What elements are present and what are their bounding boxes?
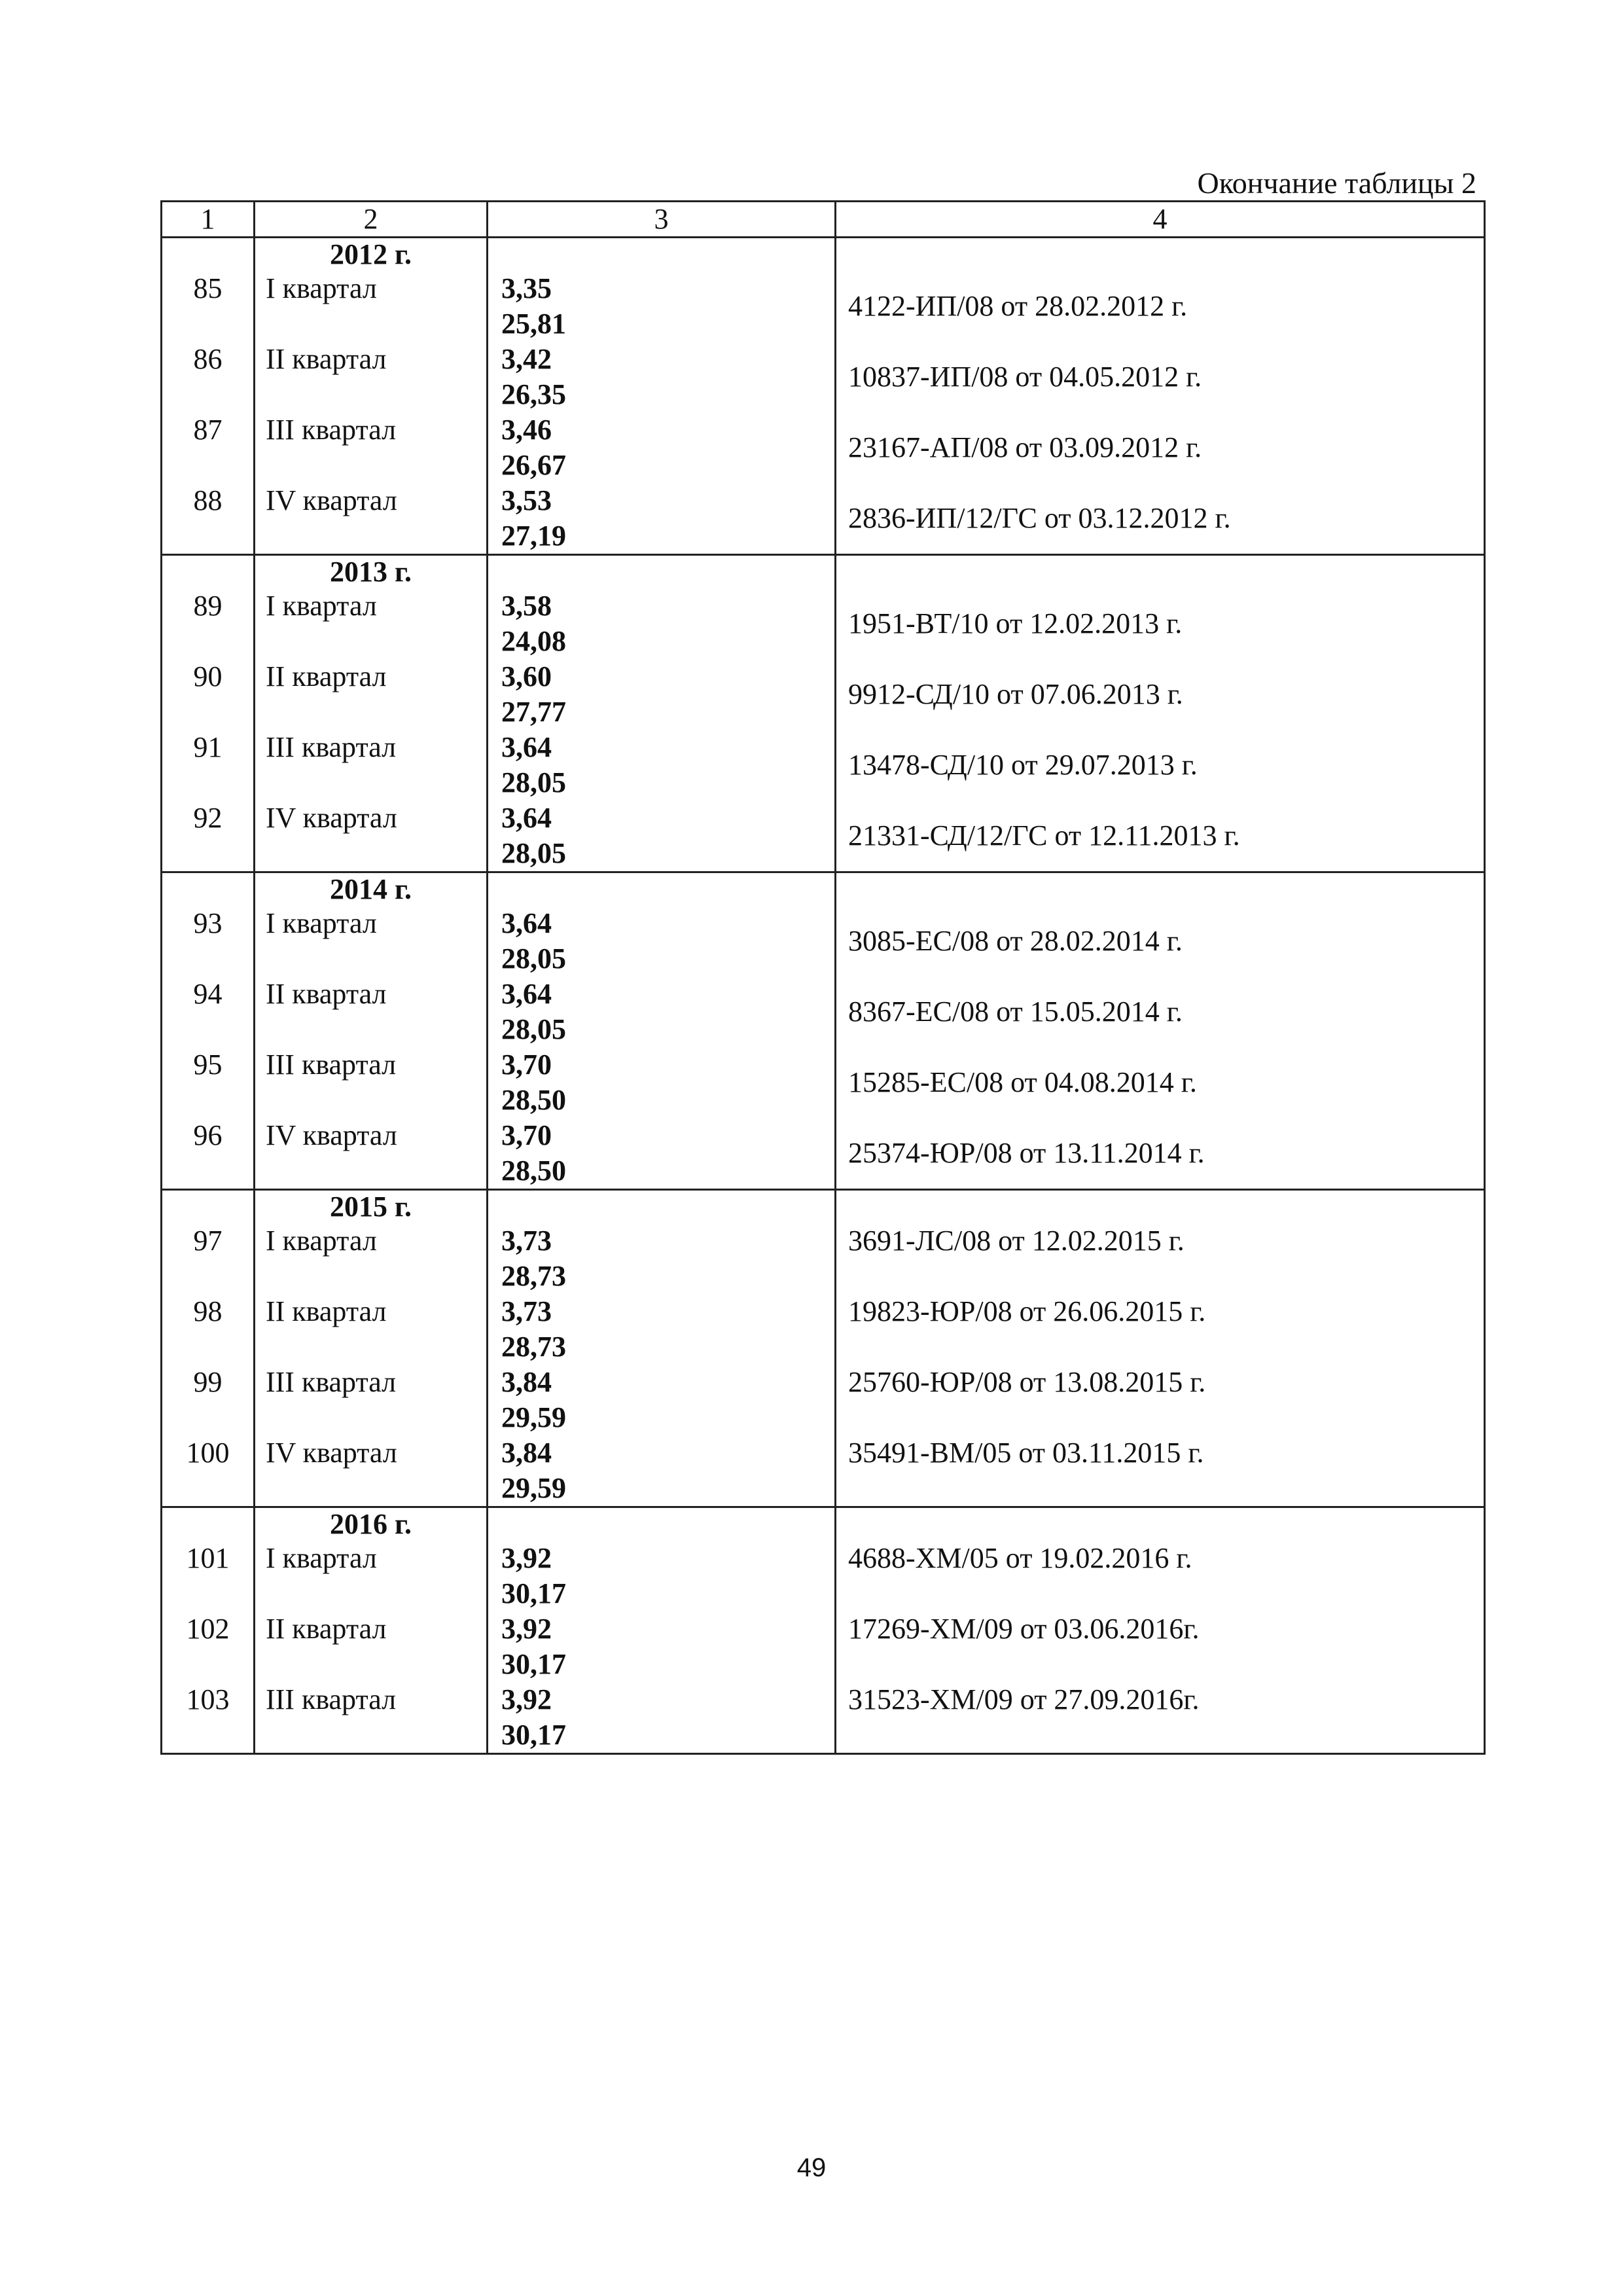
year-group <box>162 872 1485 1190</box>
quarter-label: I квартал <box>255 1223 488 1294</box>
table-row <box>162 1365 1485 1435</box>
row-number: 94 <box>162 977 255 1047</box>
empty-cell <box>488 238 836 272</box>
tariff-values <box>488 1294 836 1365</box>
letter-reference: 23167-АП/08 от 03.09.2012 г. <box>836 412 1485 483</box>
row-number: 92 <box>162 800 255 872</box>
empty-cell <box>162 555 255 589</box>
column-number-4: 4 <box>836 202 1485 238</box>
table-row <box>162 906 1485 977</box>
table-row <box>162 659 1485 730</box>
empty-cell <box>836 238 1485 272</box>
empty-cell <box>836 555 1485 589</box>
table-row <box>162 342 1485 412</box>
tariff-values <box>488 588 836 659</box>
empty-cell <box>488 872 836 906</box>
letter-reference: 1951-ВТ/10 от 12.02.2013 г. <box>836 588 1485 659</box>
tariff-values <box>488 1047 836 1118</box>
quarter-label: II квартал <box>255 1611 488 1682</box>
empty-cell <box>488 555 836 589</box>
tariff-value-2: 28,50 <box>501 1155 566 1187</box>
quarter-label: III квартал <box>255 1047 488 1118</box>
row-number: 86 <box>162 342 255 412</box>
tariff-values <box>488 271 836 342</box>
quarter-label: I квартал <box>255 906 488 977</box>
table-row <box>162 730 1485 800</box>
empty-cell <box>836 872 1485 906</box>
tariff-values <box>488 730 836 800</box>
tariff-value-2: 30,17 <box>501 1719 566 1751</box>
quarter-label: IV квартал <box>255 483 488 555</box>
table-row <box>162 977 1485 1047</box>
row-number: 91 <box>162 730 255 800</box>
column-number-2: 2 <box>255 202 488 238</box>
year-label: 2013 г. <box>255 555 488 589</box>
tariff-value-1: 3,73 <box>501 1225 552 1257</box>
quarter-label: III квартал <box>255 1682 488 1754</box>
tariff-value-2: 28,73 <box>501 1260 566 1292</box>
table-row <box>162 271 1485 342</box>
tariff-value-2: 28,05 <box>501 766 566 798</box>
year-group <box>162 555 1485 872</box>
year-group <box>162 1190 1485 1507</box>
year-row <box>162 1190 1485 1224</box>
table-row <box>162 412 1485 483</box>
letter-reference: 35491-ВМ/05 от 03.11.2015 г. <box>836 1435 1485 1507</box>
table-row <box>162 588 1485 659</box>
table-row <box>162 1047 1485 1118</box>
table-row <box>162 1435 1485 1507</box>
empty-cell <box>488 1190 836 1224</box>
tariff-value-1: 3,53 <box>501 484 552 516</box>
letter-reference: 2836-ИП/12/ГС от 03.12.2012 г. <box>836 483 1485 555</box>
tariff-value-2: 30,17 <box>501 1648 566 1680</box>
tariff-value-2: 27,77 <box>501 696 566 728</box>
page-number: 49 <box>796 2153 827 2182</box>
tariff-value-1: 3,70 <box>501 1119 552 1151</box>
empty-cell <box>488 1507 836 1541</box>
letter-reference: 13478-СД/10 от 29.07.2013 г. <box>836 730 1485 800</box>
tariff-value-2: 24,08 <box>501 625 566 657</box>
year-label: 2015 г. <box>255 1190 488 1224</box>
tariff-values <box>488 1365 836 1435</box>
empty-cell <box>162 872 255 906</box>
quarter-label: I квартал <box>255 271 488 342</box>
tariff-value-1: 3,64 <box>501 731 552 763</box>
tariff-value-1: 3,92 <box>501 1683 552 1715</box>
quarter-label: III квартал <box>255 1365 488 1435</box>
year-group <box>162 1507 1485 1754</box>
quarter-label: IV квартал <box>255 1435 488 1507</box>
letter-reference: 4688-ХМ/05 от 19.02.2016 г. <box>836 1541 1485 1611</box>
letter-reference: 31523-ХМ/09 от 27.09.2016г. <box>836 1682 1485 1754</box>
row-number: 100 <box>162 1435 255 1507</box>
tariff-value-1: 3,64 <box>501 978 552 1010</box>
row-number: 103 <box>162 1682 255 1754</box>
table-row <box>162 1294 1485 1365</box>
letter-reference: 21331-СД/12/ГС от 12.11.2013 г. <box>836 800 1485 872</box>
tariff-value-2: 27,19 <box>501 520 566 552</box>
quarter-label: I квартал <box>255 1541 488 1611</box>
letter-reference: 3691-ЛС/08 от 12.02.2015 г. <box>836 1223 1485 1294</box>
letter-reference: 15285-ЕС/08 от 04.08.2014 г. <box>836 1047 1485 1118</box>
year-label: 2016 г. <box>255 1507 488 1541</box>
column-number-row <box>162 202 1485 238</box>
table-row <box>162 1541 1485 1611</box>
tariff-value-1: 3,64 <box>501 802 552 834</box>
tariff-values <box>488 1682 836 1754</box>
tariff-value-1: 3,46 <box>501 414 552 446</box>
tariff-value-1: 3,84 <box>501 1437 552 1469</box>
tariff-table <box>160 200 1486 1755</box>
tariff-value-2: 28,50 <box>501 1084 566 1116</box>
tariff-value-1: 3,73 <box>501 1295 552 1327</box>
tariff-values <box>488 1611 836 1682</box>
year-row <box>162 872 1485 906</box>
row-number: 90 <box>162 659 255 730</box>
tariff-value-1: 3,60 <box>501 660 552 692</box>
table-row <box>162 1682 1485 1754</box>
letter-reference: 3085-ЕС/08 от 28.02.2014 г. <box>836 906 1485 977</box>
row-number: 93 <box>162 906 255 977</box>
row-number: 102 <box>162 1611 255 1682</box>
row-number: 97 <box>162 1223 255 1294</box>
quarter-label: II квартал <box>255 342 488 412</box>
tariff-values <box>488 1541 836 1611</box>
empty-cell <box>836 1507 1485 1541</box>
tariff-values <box>488 1223 836 1294</box>
table-row <box>162 483 1485 555</box>
year-row <box>162 238 1485 272</box>
letter-reference: 4122-ИП/08 от 28.02.2012 г. <box>836 271 1485 342</box>
table-row <box>162 1223 1485 1294</box>
row-number: 96 <box>162 1118 255 1190</box>
row-number: 89 <box>162 588 255 659</box>
year-row <box>162 555 1485 589</box>
column-number-3: 3 <box>488 202 836 238</box>
empty-cell <box>162 1190 255 1224</box>
row-number: 99 <box>162 1365 255 1435</box>
tariff-value-2: 28,05 <box>501 1013 566 1045</box>
tariff-value-2: 28,05 <box>501 837 566 869</box>
tariff-values <box>488 412 836 483</box>
empty-cell <box>836 1190 1485 1224</box>
letter-reference: 25374-ЮР/08 от 13.11.2014 г. <box>836 1118 1485 1190</box>
tariff-values <box>488 483 836 555</box>
letter-reference: 9912-СД/10 от 07.06.2013 г. <box>836 659 1485 730</box>
tariff-values <box>488 977 836 1047</box>
tariff-value-2: 28,73 <box>501 1331 566 1363</box>
tariff-values <box>488 1435 836 1507</box>
quarter-label: II квартал <box>255 659 488 730</box>
tariff-value-2: 25,81 <box>501 308 566 340</box>
letter-reference: 25760-ЮР/08 от 13.08.2015 г. <box>836 1365 1485 1435</box>
tariff-values <box>488 1118 836 1190</box>
tariff-value-2: 26,35 <box>501 378 566 410</box>
quarter-label: II квартал <box>255 1294 488 1365</box>
tariff-value-1: 3,84 <box>501 1366 552 1398</box>
letter-reference: 10837-ИП/08 от 04.05.2012 г. <box>836 342 1485 412</box>
tariff-value-2: 26,67 <box>501 449 566 481</box>
tariff-values <box>488 342 836 412</box>
row-number: 95 <box>162 1047 255 1118</box>
column-number-1: 1 <box>162 202 255 238</box>
row-number: 88 <box>162 483 255 555</box>
tariff-value-1: 3,70 <box>501 1049 552 1081</box>
letter-reference: 8367-ЕС/08 от 15.05.2014 г. <box>836 977 1485 1047</box>
quarter-label: II квартал <box>255 977 488 1047</box>
table-row <box>162 800 1485 872</box>
empty-cell <box>162 238 255 272</box>
table-caption: Окончание таблицы 2 <box>1197 166 1476 200</box>
row-number: 98 <box>162 1294 255 1365</box>
quarter-label: I квартал <box>255 588 488 659</box>
tariff-value-1: 3,42 <box>501 343 552 375</box>
row-number: 85 <box>162 271 255 342</box>
tariff-value-2: 30,17 <box>501 1577 566 1609</box>
year-label: 2012 г. <box>255 238 488 272</box>
letter-reference: 17269-ХМ/09 от 03.06.2016г. <box>836 1611 1485 1682</box>
tariff-value-2: 29,59 <box>501 1472 566 1504</box>
row-number: 101 <box>162 1541 255 1611</box>
tariff-values <box>488 659 836 730</box>
tariff-value-2: 29,59 <box>501 1401 566 1433</box>
tariff-value-1: 3,64 <box>501 907 552 939</box>
tariff-value-1: 3,35 <box>501 272 552 304</box>
tariff-values <box>488 800 836 872</box>
quarter-label: IV квартал <box>255 800 488 872</box>
tariff-value-2: 28,05 <box>501 942 566 975</box>
year-group <box>162 238 1485 555</box>
quarter-label: IV квартал <box>255 1118 488 1190</box>
year-label: 2014 г. <box>255 872 488 906</box>
empty-cell <box>162 1507 255 1541</box>
tariff-value-1: 3,58 <box>501 590 552 622</box>
year-row <box>162 1507 1485 1541</box>
tariff-values <box>488 906 836 977</box>
table-row <box>162 1118 1485 1190</box>
tariff-value-1: 3,92 <box>501 1613 552 1645</box>
tariff-value-1: 3,92 <box>501 1542 552 1574</box>
quarter-label: III квартал <box>255 412 488 483</box>
row-number: 87 <box>162 412 255 483</box>
quarter-label: III квартал <box>255 730 488 800</box>
table-row <box>162 1611 1485 1682</box>
letter-reference: 19823-ЮР/08 от 26.06.2015 г. <box>836 1294 1485 1365</box>
